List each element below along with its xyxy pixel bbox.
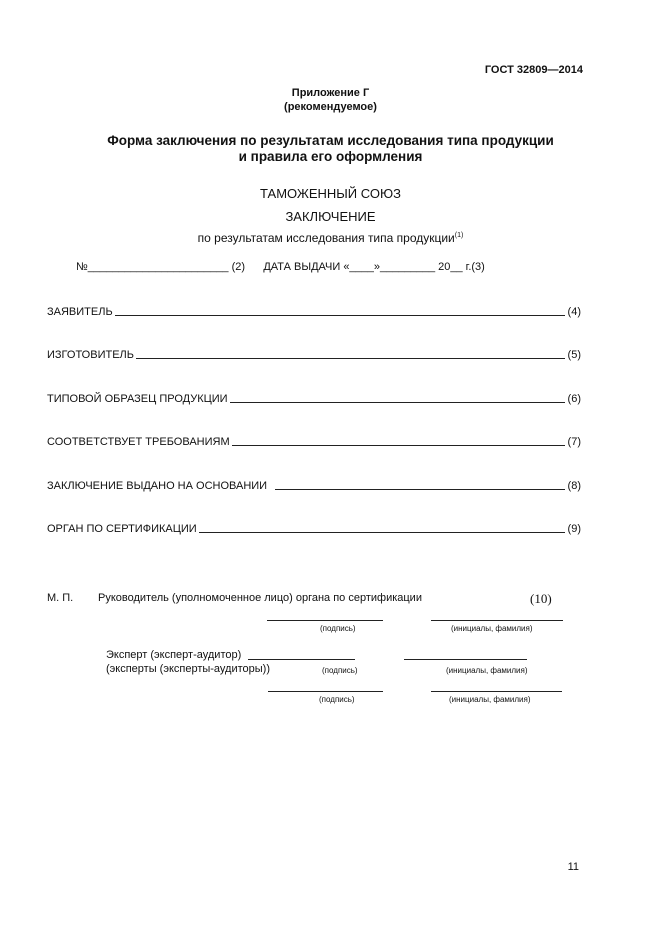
field-label: ЗАЯВИТЕЛЬ — [47, 306, 113, 318]
form-title — [0, 133, 661, 165]
head-signature-label: Руководитель (уполномоченное лицо) органа по сертификации — [98, 592, 422, 604]
customs-union-heading: ТАМОЖЕННЫЙ СОЮЗ — [260, 186, 401, 201]
field-ref: (6) — [567, 393, 581, 405]
fill-line[interactable] — [232, 435, 565, 446]
field-label: ТИПОВОЙ ОБРАЗЕЦ ПРОДУКЦИИ — [47, 393, 228, 405]
field-manufacturer[interactable] — [47, 348, 581, 361]
head-signature-line[interactable] — [267, 620, 383, 621]
field-certification-body[interactable] — [47, 522, 581, 535]
subtitle-text: по результатам исследования типа продукции — [197, 231, 455, 245]
field-label: ИЗГОТОВИТЕЛЬ — [47, 349, 134, 361]
standard-header: ГОСТ 32809—2014 — [484, 64, 583, 76]
page-number: 11 — [567, 861, 579, 873]
fill-line[interactable] — [275, 479, 564, 490]
field-ref: (9) — [567, 523, 581, 535]
expert-label: Эксперт (эксперт-аудитор) — [106, 649, 242, 661]
appendix-subtitle: (рекомендуемое) — [284, 101, 377, 113]
signature-ref: (10) — [530, 591, 552, 606]
experts-label: (эксперты (эксперты-аудиторы)) — [106, 663, 271, 675]
form-title-line2: и правила его оформления — [238, 149, 423, 164]
experts-signature-line[interactable] — [268, 691, 383, 692]
name-caption: (инициалы, фамилия) — [451, 624, 533, 633]
stamp-place: М. П. — [47, 592, 74, 604]
field-label: ЗАКЛЮЧЕНИЕ ВЫДАНО НА ОСНОВАНИИ — [47, 480, 268, 492]
signature-caption: (подпись) — [320, 624, 356, 633]
field-label: ОРГАН ПО СЕРТИФИКАЦИИ — [47, 523, 197, 535]
fill-line[interactable] — [199, 522, 565, 533]
number-date-line: №_______________________ (2) ДАТА ВЫДАЧИ «____»_________ 20__ г.(3) — [76, 261, 485, 273]
field-basis[interactable] — [47, 479, 581, 492]
expert-signature-line[interactable] — [248, 659, 355, 660]
expert-name-line[interactable] — [404, 659, 527, 660]
appendix-heading — [0, 86, 661, 114]
form-title-line1: Форма заключения по результатам исследования типа продукции — [107, 133, 554, 148]
field-ref: (4) — [567, 306, 581, 318]
experts-name-line[interactable] — [431, 691, 562, 692]
conclusion-subtitle — [0, 231, 661, 245]
name-caption: (инициалы, фамилия) — [449, 695, 531, 704]
signature-caption: (подпись) — [319, 695, 355, 704]
field-ref: (5) — [567, 349, 581, 361]
field-product-sample[interactable] — [47, 392, 581, 405]
signature-caption: (подпись) — [322, 666, 358, 675]
fill-line[interactable] — [230, 392, 565, 403]
fill-line[interactable] — [136, 348, 565, 359]
field-label: СООТВЕТСТВУЕТ ТРЕБОВАНИЯМ — [47, 436, 230, 448]
field-ref: (7) — [567, 436, 581, 448]
field-ref: (8) — [567, 480, 581, 492]
conclusion-heading: ЗАКЛЮЧЕНИЕ — [285, 209, 376, 224]
appendix-title: Приложение Г — [291, 87, 370, 99]
head-name-line[interactable] — [431, 620, 563, 621]
fill-line[interactable] — [115, 305, 565, 316]
footnote-mark: (1) — [454, 232, 464, 239]
field-requirements[interactable] — [47, 435, 581, 448]
field-applicant[interactable] — [47, 305, 581, 318]
name-caption: (инициалы, фамилия) — [446, 666, 528, 675]
